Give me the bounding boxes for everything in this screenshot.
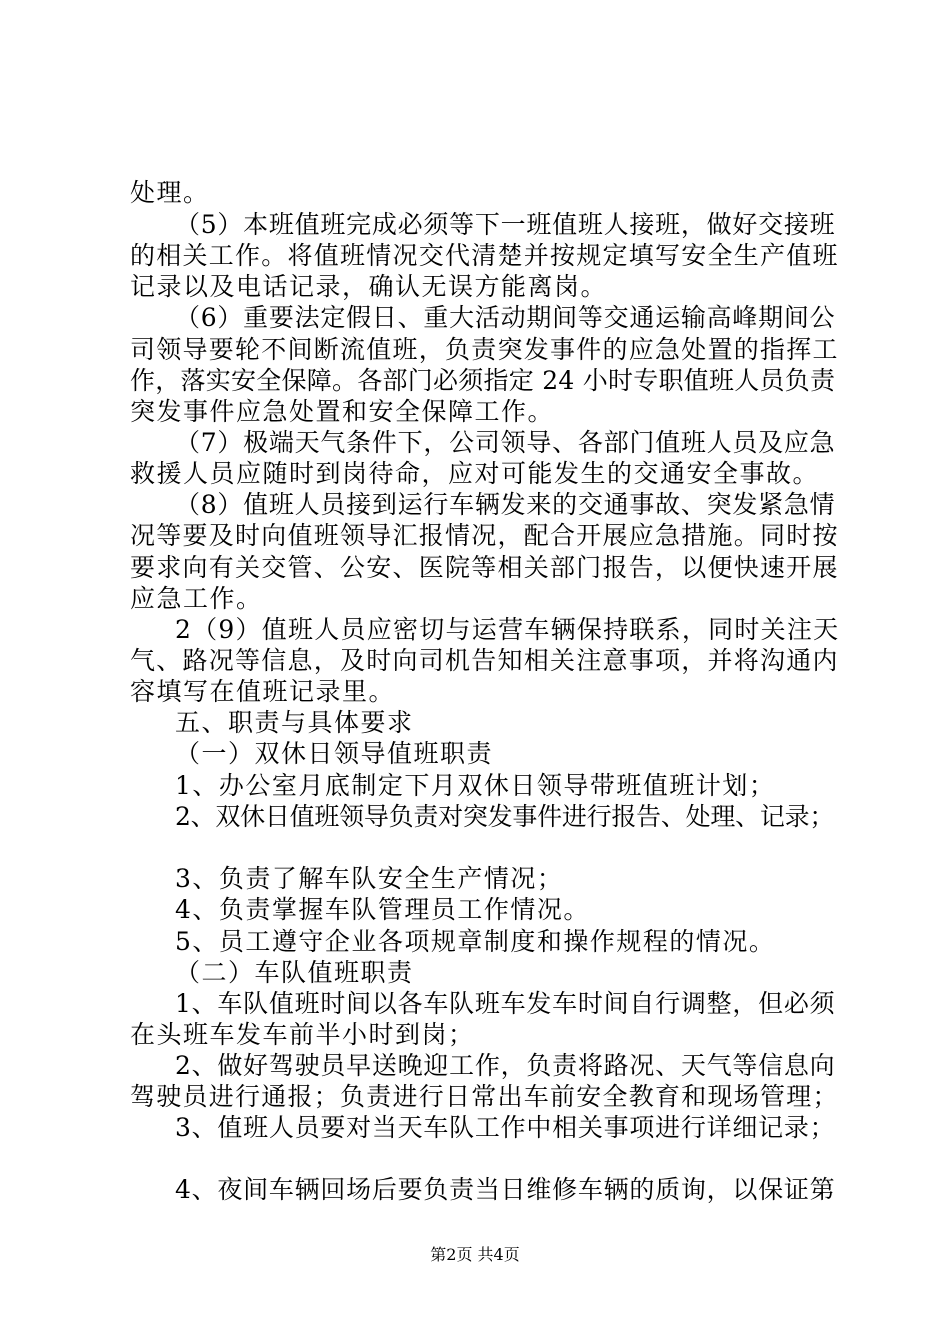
list-item: 4、负责掌握车队管理员工作情况。 xyxy=(175,895,590,924)
text-line: （6）重要法定假日、重大活动期间等交通运输高峰期间公 xyxy=(175,303,836,332)
text-line: 2（9）值班人员应密切与运营车辆保持联系，同时关注天 xyxy=(175,615,840,644)
subsection-heading: （一）双休日领导值班职责 xyxy=(175,739,494,768)
text-line: 气、路况等信息，及时向司机告知相关注意事项，并将沟通内 xyxy=(130,646,839,675)
text-line: （7）极端天气条件下，公司领导、各部门值班人员及应急 xyxy=(175,428,836,457)
text-line: （5）本班值班完成必须等下一班值班人接班，做好交接班 xyxy=(175,210,836,239)
text-line: 处理。 xyxy=(130,178,210,207)
list-item: 2、双休日值班领导负责对突发事件进行报告、处理、记录； xyxy=(175,802,835,831)
list-item: 3、负责了解车队安全生产情况； xyxy=(175,864,564,893)
text-line: 救援人员应随时到岗待命，应对可能发生的交通安全事故。 xyxy=(130,459,820,488)
list-item: 1、车队值班时间以各车队班车发车时间自行调整，但必须 xyxy=(175,989,836,1018)
section-heading: 五、职责与具体要求 xyxy=(175,708,414,737)
list-item: 3、值班人员要对当天车队工作中相关事项进行详细记录； xyxy=(175,1113,836,1142)
text-line: 应急工作。 xyxy=(130,584,263,613)
text-line: 容填写在值班记录里。 xyxy=(130,677,396,706)
text-line: 要求向有关交管、公安、医院等相关部门报告，以便快速开展 xyxy=(130,553,839,582)
text-line: 在头班车发车前半小时到岗； xyxy=(130,1020,475,1049)
text-line: 突发事件应急处置和安全保障工作。 xyxy=(130,397,555,426)
list-item: 1、办公室月底制定下月双休日领导带班值班计划； xyxy=(175,771,776,800)
subsection-heading: （二）车队值班职责 xyxy=(175,958,414,987)
text-line: 司领导要轮不间断流值班，负责突发事件的应急处置的指挥工 xyxy=(130,335,839,364)
text-line: 况等要及时向值班领导汇报情况，配合开展应急措施。同时按 xyxy=(130,521,839,550)
page-footer: 第2页 共4页 xyxy=(430,1245,520,1264)
list-item: 2、做好驾驶员早送晚迎工作，负责将路况、天气等信息向 xyxy=(175,1051,836,1080)
text-line: 驾驶员进行通报；负责进行日常出车前安全教育和现场管理； xyxy=(130,1082,839,1111)
text-line: 记录以及电话记录，确认无误方能离岗。 xyxy=(130,272,608,301)
text-line: 的相关工作。将值班情况交代清楚并按规定填写安全生产值班 xyxy=(130,241,839,270)
text-line: 作，落实安全保障。各部门必须指定 24 小时专职值班人员负责 xyxy=(130,366,836,395)
list-item: 4、夜间车辆回场后要负责当日维修车辆的质询，以保证第 xyxy=(175,1175,836,1204)
text-line: （8）值班人员接到运行车辆发来的交通事故、突发紧急情 xyxy=(175,490,836,519)
list-item: 5、员工遵守企业各项规章制度和操作规程的情况。 xyxy=(175,927,776,956)
